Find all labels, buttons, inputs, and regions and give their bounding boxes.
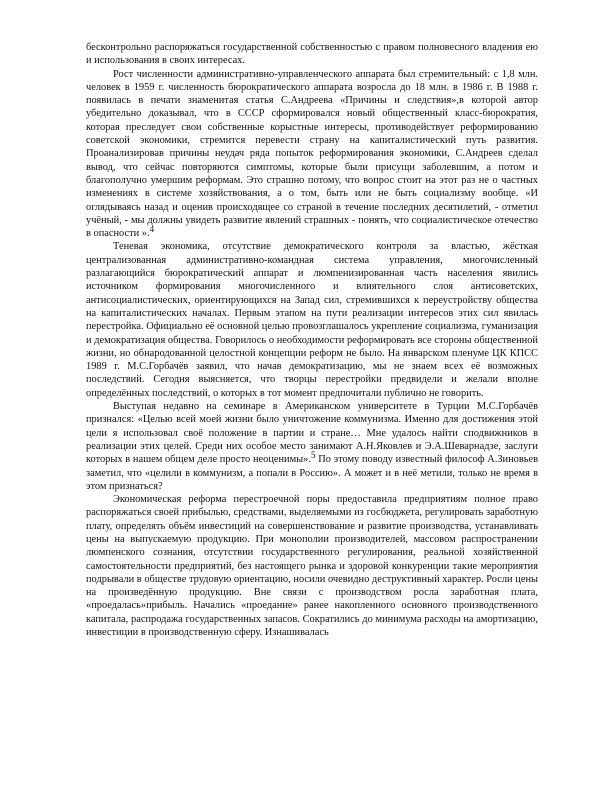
paragraph-text: Теневая экономика, отсутствие демократического контроля за властью, жёсткая централизованная административно-командная система управления, многочисленный разлагающийся бюрократический аппарат и люмпенизированная часть населения явились источником формирования многочисленного и влиятельного слоя антисоветских, антисоциалистических, ориентирующихся на Запад сил, стремившихся к переустройству общества на капиталистических началах. Первым этапом на пути реализации интересов этих сил явилась перестройка. Официально её основной целью провозглашалось укрепление социализма, гуманизация и демократизация общества. Говорилось о необходимости реформировать все стороны общественной жизни, но обнародованной целостной концепции реформ не было. На январском пленуме ЦК КПСС 1989 г. М.С.Горбачёв заявил, что начав демократизацию, мы не знаем всех её возможных последствий. Сегодня выясняется, что творцы перестройки предвидели и желали вполне определённых последствий, о которых в тот момент предпочитали публично не говорить.	[86, 241, 538, 399]
paragraph-text: Выступая недавно на семинаре в Американском университете в Турции М.С.Горбачёв признался: «Целью всей моей жизни было уничтожение коммунизма. Именно для достижения этой цели я использовал своё положение в партии и стране… Мне удалось найти сподвижников в реализации этих целей. Среди них особое место занимают А.Н.Яковлев и Э.А.Шеварнадзе, заслуги которых в нашем общем деле просто неоценимы».	[86, 401, 538, 466]
paragraph-text: Рост численности административно-управленческого аппарата был стремительный: с 1,8 млн. человек в 1959 г. численность бюрократического аппарата возросла до 18 млн. в 1986 г. В 1988 г. появилась в печати знаменитая статья С.Андреева «Причины и следствия»,в которой автор убедительно доказывал, что в СССР сформировался новый общественный класс-бюрократия, которая преследует свои собственные корыстные интересы, противодействует реформированию советской экономики, стремится перевести страну на капиталистический путь развития. Проанализировав причины неудач ряда попыток реформирования экономики, С.Андреев сделал вывод, что сейчас повторяются симптомы, которые были присущи заболевшим, а потом и благополучно умершим реформам. Это страшно потому, что вопрос стоит на этот раз не о частных изменениях в системе хозяйствования, а о том, быть или не быть социализму вообще. «И оглядываясь назад и оценив происходящее со страной в течение последних десятилетий, - отметил учёный, - мы должны увидеть развитие явлений страшных - понять, что социалистическое отечество в опасности ».	[86, 68, 538, 240]
paragraph	[86, 240, 538, 400]
paragraph	[86, 493, 538, 639]
body-text	[86, 41, 538, 639]
paragraph-text: Экономическая реформа перестроечной поры предоставила предприятиям полное право распоряжаться своей прибылью, средствами, выделяемыми из госбюджета, регулировать заработную плату, определять объём инвестиций на совершенствование и развитие производства, устанавливать цены на выпускаемую продукцию. При монополии производителей, массовом распространении люмпенского сознания, отсутствии государственного регулирования, реальной хозяйственной самостоятельности предприятий, без настоящего рынка и здоровой конкуренции такие мероприятия подрывали в обществе трудовую ориентацию, носили очевидно деструктивный характер. Росли цены на произведённую продукцию. Вне связи с производством росла заработная плата, «проедалась»прибыль. Начались «проедание» ранее накопленного основного производственного капитала, распродажа государственных запасов. Сократились до минимума расходы на амортизацию, инвестиции в производственную сферу. Изнашивалась	[86, 494, 538, 639]
footnote-marker[interactable]: 5	[310, 450, 316, 461]
footnote-marker[interactable]: 4	[149, 224, 155, 235]
paragraph	[86, 68, 538, 241]
paragraph-text: бесконтрольно распоряжаться государственной собственностью с правом полновесного владения ею и использования в своих интересах.	[86, 42, 538, 67]
paragraph	[86, 41, 538, 68]
paragraph-text-continued: По этому поводу известный философ А.Зиновьев заметил, что «целили в коммунизм, а попали в Россию». А может и в неё метили, только не время в этом признаться?	[86, 454, 539, 492]
paragraph	[86, 400, 538, 493]
